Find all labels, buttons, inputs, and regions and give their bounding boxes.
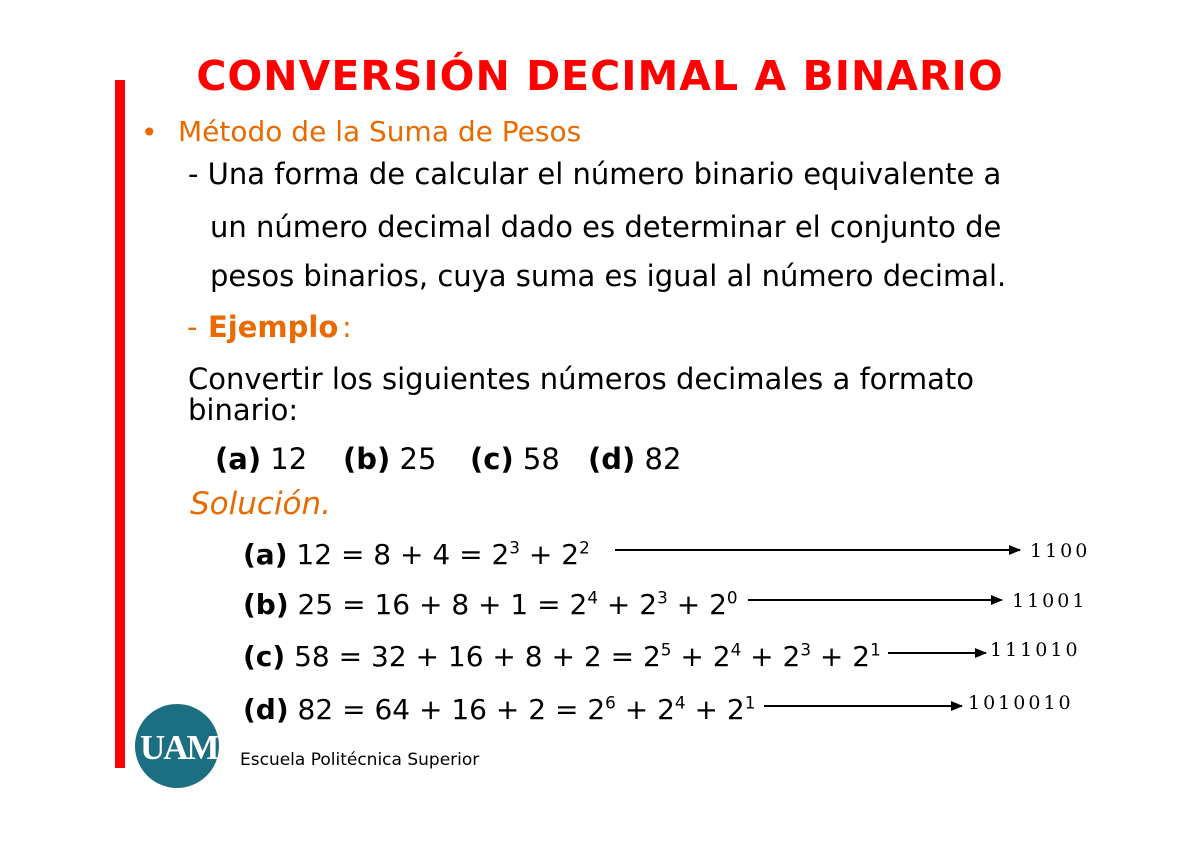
solution-sum: = 64 + 16 + 2 = [333, 693, 588, 726]
description-line-2: un número decimal dado es determinar el conjunto de [210, 210, 1002, 244]
description-line-1: - Una forma de calcular el número binario equivalente a [188, 157, 1002, 191]
solution-row-c: (c) $58 = 32 + 16 + 8 + 2 = 2^5 + 2^4 + 2^3 + 2^1$ [243, 639, 881, 673]
power-term: $2^4$ [569, 587, 599, 621]
solution-row-b: (b) $25 = 16 + 8 + 1 = 2^4 + 2^3 + 2^0$ [243, 587, 738, 621]
solution-sum: = 8 + 4 = [332, 538, 492, 571]
example-item-value: 82 [644, 442, 682, 476]
solution-sum: = 32 + 16 + 8 + 2 = [329, 640, 643, 673]
binary-result-a: 1100 [1030, 540, 1091, 562]
subtitle: Método de la Suma de Pesos [178, 115, 582, 148]
solution-number: 12 [296, 538, 333, 571]
binary-result-b: 11001 [1012, 590, 1088, 612]
power-term: $2^3$ [782, 639, 812, 673]
solution-letter: (a) [243, 538, 288, 571]
instruction-line-1: Convertir los siguientes números decimales a formato [188, 362, 974, 396]
description-line-3: pesos binarios, cuya suma es igual al número decimal. [210, 259, 1007, 293]
power-term: $2^3$ [491, 537, 520, 571]
solution-number: 25 [297, 588, 334, 621]
solution-row-a: (a) $12 = 8 + 4 = 2^3 + 2^2$ [243, 537, 590, 571]
example-item-value: 58 [522, 442, 560, 476]
solution-label: Solución. [190, 486, 332, 522]
binary-result-d: 1010010 [968, 692, 1074, 714]
solution-number: 82 [297, 693, 334, 726]
example-item-letter: (b) [343, 442, 391, 476]
solution-row-d: (d) $82 = 64 + 16 + 2 = 2^6 + 2^4 + 2^1$ [243, 692, 756, 726]
page-title: CONVERSIÓN DECIMAL A BINARIO [196, 52, 1004, 100]
power-term: $2^1$ [852, 639, 881, 673]
power-term: $2^5$ [642, 639, 672, 673]
example-colon: : [342, 310, 352, 344]
solution-sum: = 16 + 8 + 1 = [333, 588, 570, 621]
example-item-letter: (c) [470, 442, 514, 476]
power-term: $2^4$ [657, 692, 686, 726]
example-item-letter: (d) [588, 442, 636, 476]
power-term: $2^6$ [587, 692, 616, 726]
solution-letter: (d) [243, 693, 289, 726]
instruction-line-2: binario: [188, 393, 299, 427]
bullet-icon: • [141, 116, 158, 149]
solution-letter: (c) [243, 640, 286, 673]
power-term: $2^2$ [561, 537, 590, 571]
example-item-value: 12 [270, 442, 308, 476]
example-dash: - [187, 310, 198, 344]
example-item-letter: (a) [215, 442, 262, 476]
binary-result-c: 111010 [990, 639, 1081, 661]
power-term: $2^4$ [712, 639, 742, 673]
power-term: $2^0$ [709, 587, 738, 621]
uam-logo-text: UAM [140, 728, 218, 767]
footer-school-name: Escuela Politécnica Superior [240, 750, 480, 770]
solution-letter: (b) [243, 588, 289, 621]
power-term: $2^3$ [639, 587, 668, 621]
example-item-value: 25 [399, 442, 437, 476]
solution-number: 58 [294, 640, 330, 673]
power-term: $2^1$ [726, 692, 756, 726]
example-label: Ejemplo [208, 310, 339, 344]
